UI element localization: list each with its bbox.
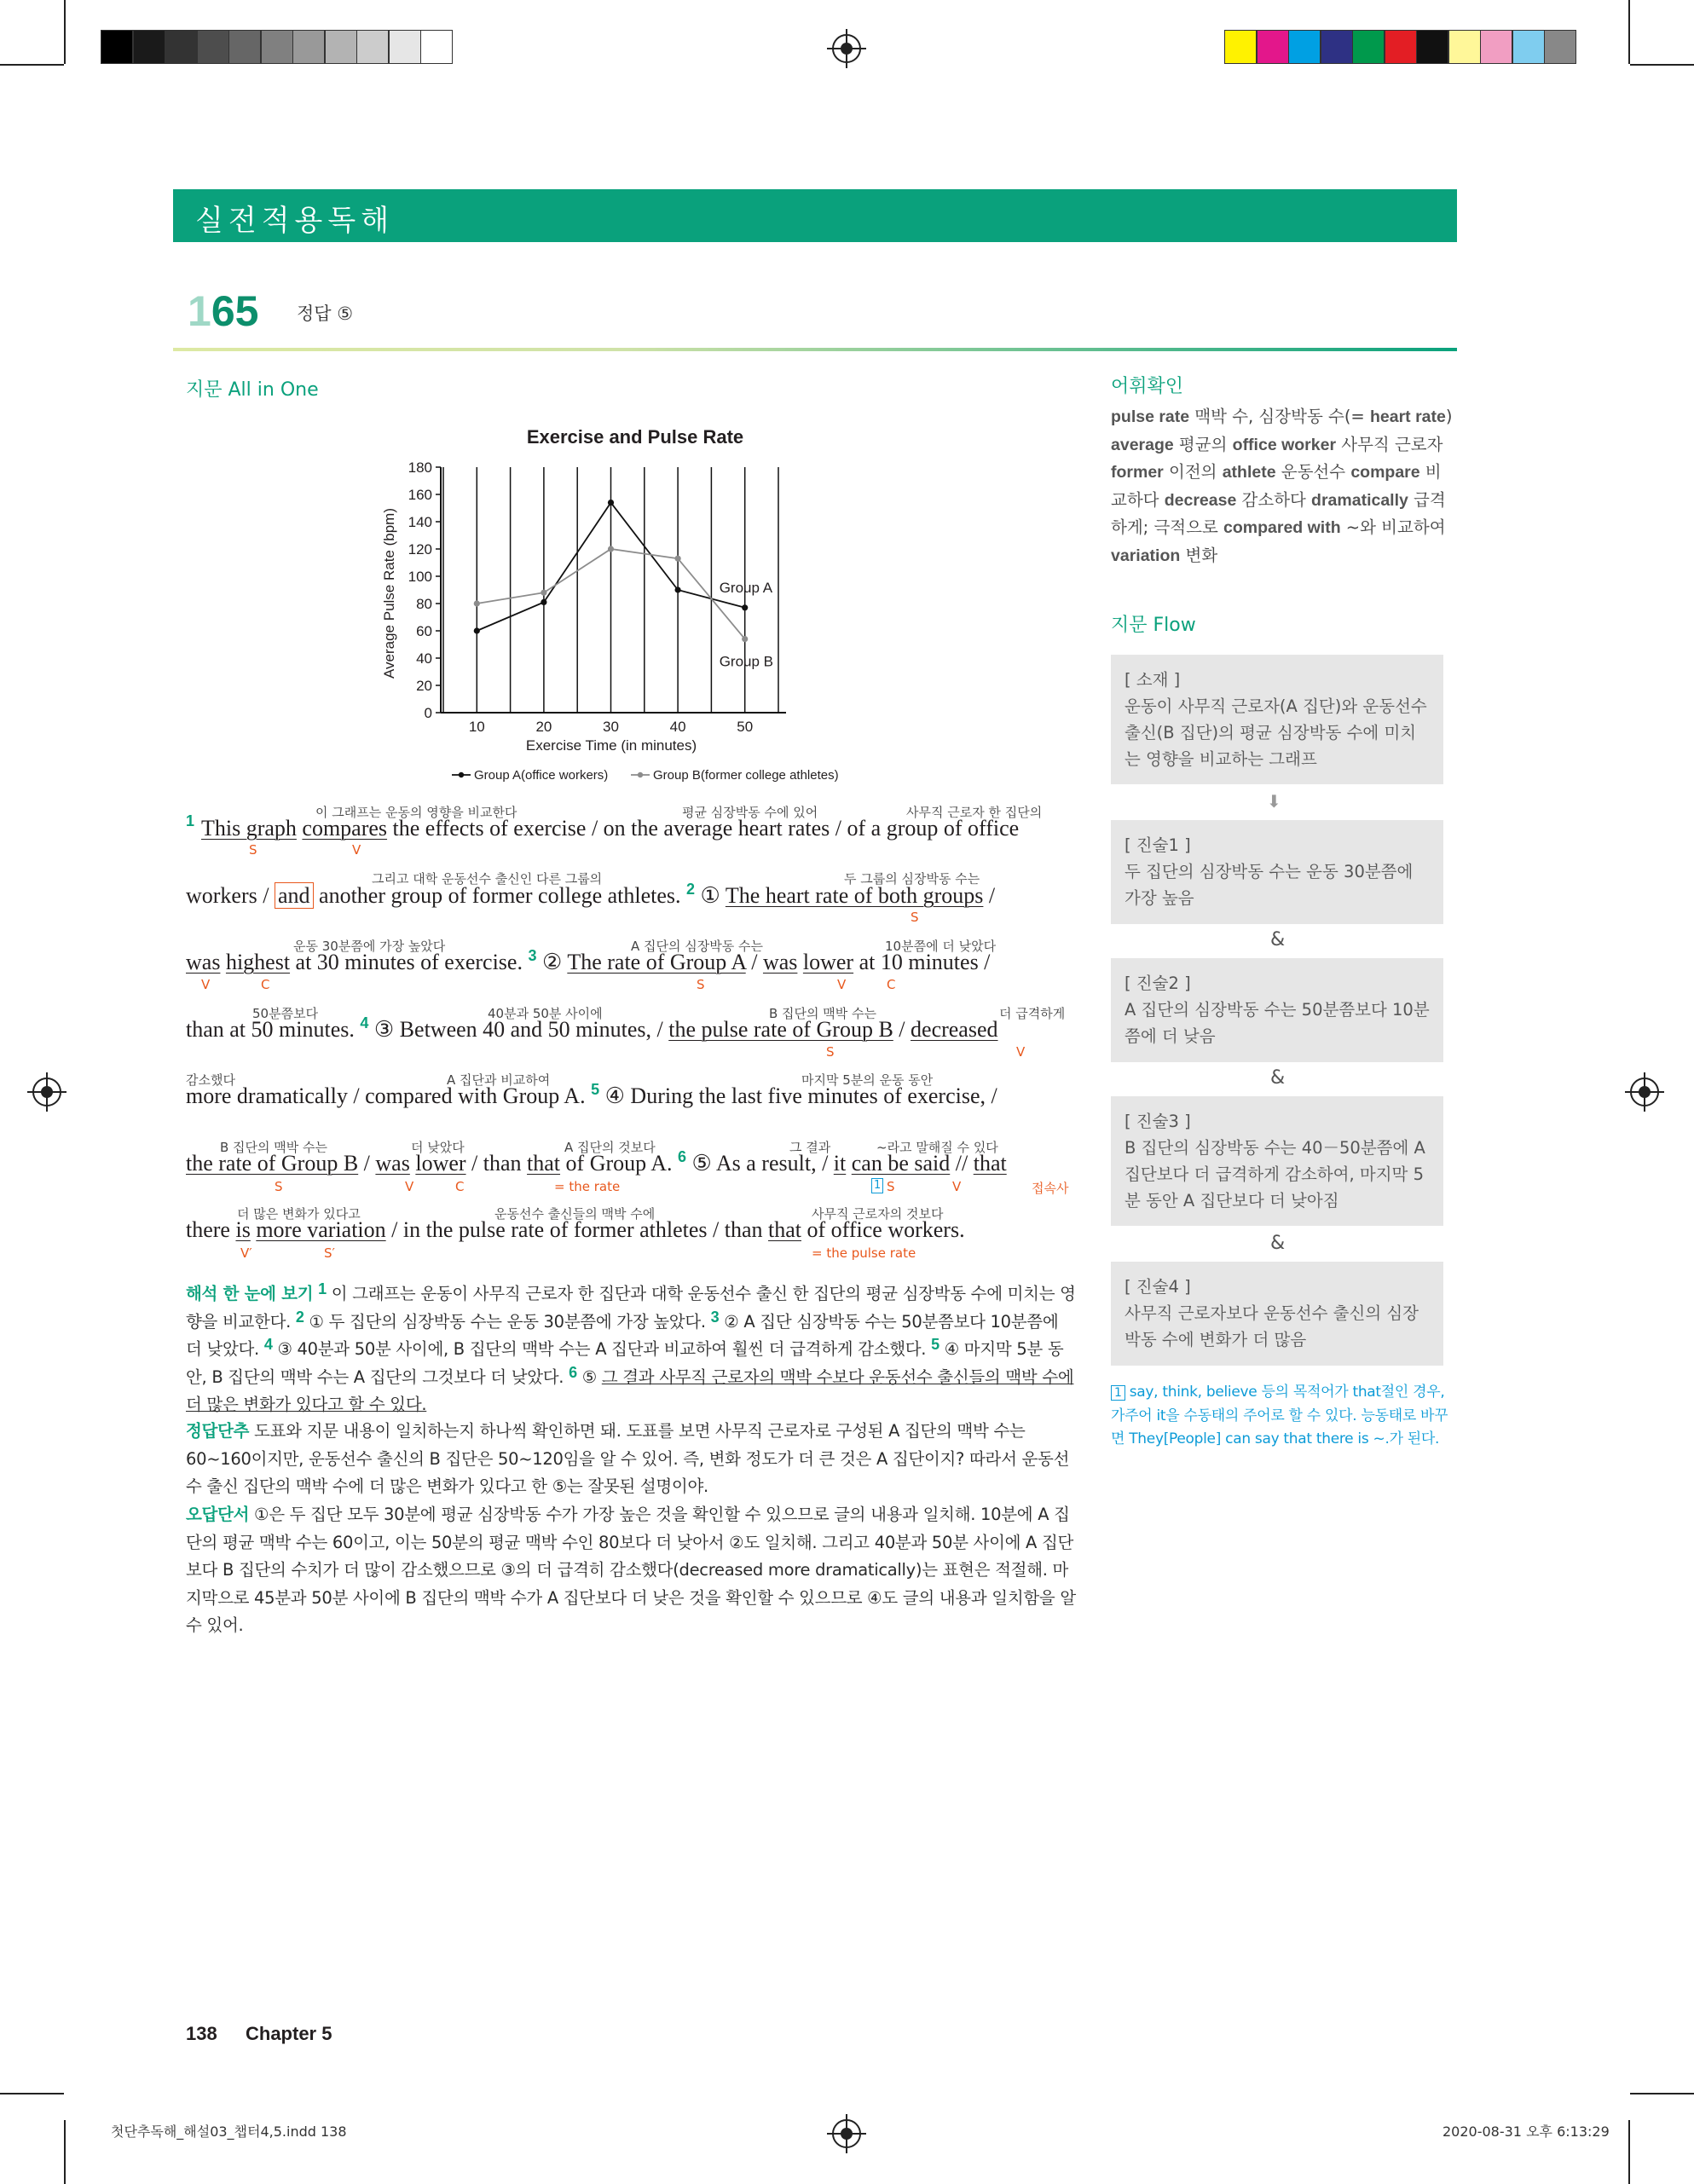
y-tick-label: 120: [408, 541, 432, 558]
crop-mark: [0, 64, 64, 66]
note-marker: 1: [1111, 1385, 1125, 1401]
gloss: B 집단의 맥박 수는: [220, 1140, 328, 1155]
vocab-meaning: ~와 비교하여: [1340, 517, 1446, 537]
flow-label: [ 진술1 ]: [1125, 835, 1191, 855]
grammar-note: [1111, 1381, 1452, 1451]
vocab-word: former: [1111, 463, 1164, 482]
note-marker: 1: [871, 1178, 883, 1193]
gloss: 50분쯤보다: [252, 1006, 319, 1021]
legend-marker: [459, 772, 464, 777]
vocab-meaning: 이전의: [1163, 462, 1223, 482]
grammar-label: S: [911, 910, 919, 925]
color-swatch: [133, 30, 165, 64]
passage-line: there is more variation / in the pulse rate of former athletes / than that of office workers.: [186, 1217, 965, 1242]
color-swatch: [197, 30, 229, 64]
vocab-meaning: 맥박 수, 심장박동 수(=: [1189, 407, 1370, 426]
crop-mark: [0, 2093, 64, 2094]
gloss: 이 그래프는 운동의 영향을 비교한다: [315, 805, 517, 820]
color-swatch: [1288, 30, 1321, 64]
data-point: [608, 546, 614, 552]
crop-mark: [1630, 2093, 1694, 2094]
passage-line: the rate of Group B / was lower / than that of Group A. $^6$ ⑤ As a result, / it can be said // that: [186, 1148, 1007, 1176]
x-axis-label: Exercise Time (in minutes): [525, 737, 697, 754]
grammar-label: V: [952, 1179, 962, 1194]
flow-text: 사무직 근로자보다 운동선수 출신의 심장박동 수에 변화가 더 많음: [1125, 1303, 1419, 1349]
color-swatch: [1416, 30, 1448, 64]
grammar-label: V: [201, 977, 211, 992]
color-swatch: [1448, 30, 1481, 64]
color-swatch: [1224, 30, 1257, 64]
flow-connector: &: [1270, 1233, 1286, 1254]
flow-label: [ 진술3 ]: [1125, 1112, 1191, 1131]
gloss: 더 낮았다: [411, 1140, 465, 1155]
passage-section-title: 지문 All in One: [186, 379, 319, 401]
flow-connector: &: [1270, 929, 1286, 950]
down-arrow-icon: ⬇: [1267, 791, 1281, 812]
grammar-label: C: [455, 1179, 465, 1194]
flow-box: [1111, 1262, 1443, 1366]
flow-box: [1111, 820, 1443, 924]
color-swatch: [1385, 30, 1417, 64]
gloss: 마지막 5분의 운동 동안: [801, 1072, 934, 1088]
grammar-label: S′: [324, 1245, 335, 1261]
registration-mark-icon: [1630, 1078, 1659, 1106]
x-tick-label: 50: [737, 719, 754, 735]
data-point: [541, 599, 546, 605]
vocab-meaning: 비교하다: [1111, 462, 1442, 510]
color-swatch: [1512, 30, 1545, 64]
flow-label: [ 진술2 ]: [1125, 974, 1191, 993]
grammar-label: V: [352, 842, 361, 858]
color-swatch: [101, 30, 133, 64]
grammar-label: V: [405, 1179, 414, 1194]
gloss: 더 많은 변화가 있다고: [237, 1206, 361, 1222]
gloss: 운동 30분쯤에 가장 높았다: [293, 939, 446, 954]
flow-box: [1111, 1096, 1443, 1226]
passage-line: was highest at 30 minutes of exercise. $^3$ ② The rate of Group A / was lower at 10 minutes /: [186, 947, 991, 974]
legend-marker: [638, 772, 643, 777]
data-point: [675, 586, 681, 592]
gloss: 운동선수 출신들의 맥박 수에: [494, 1206, 656, 1222]
color-swatch: [325, 30, 357, 64]
flow-label: [ 소재 ]: [1125, 670, 1181, 690]
vocab-meaning: 감소하다: [1236, 489, 1312, 510]
grammar-label: = the rate: [554, 1179, 621, 1194]
vocab-word: heart rate: [1369, 407, 1446, 426]
date-slug: 2020-08-31 오후 6:13:29: [1443, 2123, 1610, 2140]
vocab-title: 어휘확인: [1111, 376, 1184, 397]
vocab-meaning: 평균의: [1173, 434, 1233, 454]
flow-text: 운동이 사무직 근로자(A 집단)와 운동선수 출신(B 집단)의 평균 심장박동 수에 미치는 영향을 비교하는 그래프: [1125, 696, 1427, 769]
banner-title: 실전적용독해: [195, 204, 395, 238]
gloss: 감소했다: [186, 1072, 235, 1088]
registration-mark-icon: [832, 34, 861, 63]
grammar-label: C: [261, 977, 270, 992]
vocab-meaning: 변화: [1180, 545, 1218, 565]
color-swatch: [228, 30, 261, 64]
answer-explanation-heading: 정답단추: [186, 1421, 250, 1441]
y-axis-label: Average Pulse Rate (bpm): [381, 507, 397, 679]
grammar-label: S: [697, 977, 705, 992]
y-tick-label: 100: [408, 569, 432, 585]
data-point: [742, 636, 748, 642]
gloss: A 집단의 것보다: [564, 1140, 656, 1155]
file-slug: 첫단추독해_해설03_챕터4,5.indd 138: [111, 2123, 347, 2140]
vocab-list: [1111, 403, 1456, 569]
answer-label: 정답 ⑤: [297, 303, 354, 324]
question-number: 165: [188, 287, 259, 335]
color-swatch: [356, 30, 389, 64]
registration-mark-icon: [32, 1078, 61, 1106]
header-divider: [173, 348, 1457, 351]
data-point: [608, 500, 614, 506]
vocab-meaning: ): [1445, 407, 1453, 426]
gloss: B 집단의 맥박 수는: [769, 1006, 877, 1021]
vocab-meaning: 급격하게; 극적으로: [1111, 489, 1446, 537]
y-tick-label: 140: [408, 514, 432, 530]
data-point: [541, 590, 546, 596]
gloss: 40분과 50분 사이에: [488, 1006, 603, 1021]
y-tick-label: 0: [424, 705, 432, 721]
crop-mark: [64, 2120, 66, 2184]
grammar-label: S: [275, 1179, 283, 1194]
series-end-label: Group B: [719, 653, 774, 670]
color-swatch: [1257, 30, 1289, 64]
vocab-word: compared with: [1223, 518, 1341, 537]
vocab-meaning: 사무직 근로자: [1336, 434, 1443, 454]
translation-heading: 해석 한 눈에 보기: [186, 1284, 314, 1303]
y-tick-label: 40: [416, 650, 432, 667]
grammar-label: V: [837, 977, 847, 992]
chapter-label: Chapter 5: [246, 2023, 332, 2044]
passage-line: workers / and another group of former college athletes. $^2$ ① The heart rate of both groups /: [186, 881, 996, 908]
color-swatch: [420, 30, 453, 64]
x-tick-label: 30: [603, 719, 619, 735]
sentence-number: 1: [186, 812, 195, 829]
grammar-label: V′: [240, 1245, 252, 1261]
grammar-label: S: [249, 842, 257, 858]
vocab-word: pulse rate: [1111, 407, 1190, 426]
vocab-word: office worker: [1232, 435, 1337, 454]
gloss: 평균 심장박동 수에 있어: [682, 805, 818, 820]
answer-explanation: 정답단추 도표와 지문 내용이 일치하는지 하나씩 확인하면 돼. 도표를 보면 사무직 근로자로 구성된 A 집단의 맥박 수는 60~160이지만, 운동선수 출신의 B 집단은 50~120임을 알 수 있어. 즉, 변화 정도가 더 큰 것은 A 집단이지? 따라서 운동선수 출신 집단의 맥박 수에 더 많은 변화가 있다고 한 ⑤는 잘못된 설명이야.: [186, 1421, 1070, 1496]
data-point: [474, 600, 480, 606]
page-number: 138: [186, 2023, 217, 2044]
gloss: 10분쯤에 더 낮았다: [885, 939, 997, 954]
color-swatch: [389, 30, 421, 64]
y-tick-label: 20: [416, 678, 432, 694]
color-swatch: [1321, 30, 1353, 64]
flow-label: [ 진술4 ]: [1125, 1277, 1191, 1297]
data-point: [675, 556, 681, 562]
color-swatch: [1480, 30, 1512, 64]
data-point: [742, 604, 748, 610]
vocab-meaning: 운동선수: [1275, 462, 1351, 482]
legend-label: Group B(former college athletes): [653, 768, 839, 783]
crop-mark: [1628, 0, 1630, 64]
series-end-label: Group A: [719, 579, 773, 596]
color-swatch: [292, 30, 325, 64]
flow-text: 두 집단의 심장박동 수는 운동 30분쯤에 가장 높음: [1125, 862, 1414, 908]
y-tick-label: 160: [408, 487, 432, 503]
y-tick-label: 180: [408, 459, 432, 476]
color-swatch: [1352, 30, 1385, 64]
color-swatch: [165, 30, 197, 64]
crop-mark: [64, 0, 66, 64]
wrong-answer-explanation: 오답단서 ①은 두 집단 모두 30분에 평균 심장박동 수가 가장 높은 것을 확인할 수 있으므로 글의 내용과 일치해. 10분에 A 집단의 평균 맥박 수는 60이고, 이는 50분의 평균 맥박 수인 80보다 더 낮아서 ②도 일치해. 그리고 40분과 50분 사이에 A 집단보다 B 집단의 수치가 더 많이 감소했으므로 ③의 더 급격히 감소했다(decreased more dramatically)는 표현은 적절해. 마지막으로 45분과 50분 사이에 B 집단의 맥박 수가 A 집단보다 더 낮은 것을 확인할 수 있으므로 ④도 글의 내용과 일치함을 알 수 있어.: [186, 1505, 1076, 1635]
legend-label: Group A(office workers): [474, 768, 609, 783]
vocab-word: dramatically: [1311, 490, 1408, 510]
chart-title: Exercise and Pulse Rate: [526, 426, 744, 448]
grammar-label: S: [826, 1044, 835, 1060]
passage-line: This graph compares the effects of exercise / on the average heart rates / of a group of office: [201, 816, 1020, 841]
flow-box: [1111, 958, 1443, 1062]
gloss: 그 결과: [789, 1140, 831, 1155]
y-tick-label: 60: [416, 623, 432, 639]
x-tick-label: 20: [535, 719, 552, 735]
note-text: say, think, believe 등의 목적어가 that절인 경우, 가주어 it을 수동태의 주어로 할 수 있다. 능동태로 바꾸면 They[People] can say that there is ~.가 된다.: [1111, 1384, 1448, 1447]
vocab-word: compare: [1350, 463, 1420, 482]
gloss: A 집단의 심장박동 수는: [631, 939, 763, 954]
gloss: ~라고 말해질 수 있다: [876, 1140, 998, 1155]
gloss: A 집단과 비교하여: [447, 1072, 551, 1088]
grammar-label: C: [887, 977, 896, 992]
crop-mark: [1628, 2120, 1630, 2184]
line-chart: [375, 418, 887, 801]
flow-connector: &: [1270, 1067, 1286, 1089]
section-banner: [173, 189, 1457, 242]
vocab-word: average: [1111, 435, 1174, 454]
passage-line: than at 50 minutes. $^4$ ③ Between 40 and 50 minutes, / the pulse rate of Group B / decreased: [186, 1014, 998, 1042]
color-swatch: [1544, 30, 1576, 64]
flow-box: [1111, 655, 1443, 784]
x-tick-label: 40: [669, 719, 686, 735]
wrong-answer-heading: 오답단서: [186, 1505, 250, 1524]
grammar-label: V: [1016, 1044, 1026, 1060]
flow-title: 지문 Flow: [1111, 615, 1196, 636]
grammar-label: = the pulse rate: [812, 1245, 916, 1261]
gloss: 사무직 근로자 한 집단의: [906, 805, 1043, 820]
gloss: 더 급격하게: [999, 1006, 1066, 1021]
y-tick-label: 80: [416, 596, 432, 612]
vocab-word: variation: [1111, 546, 1181, 565]
vocab-word: athlete: [1222, 463, 1276, 482]
translation-block: 해석 한 눈에 보기 1 이 그래프는 운동이 사무직 근로자 한 집단과 대학 운동선수 출신 한 집단의 평균 심장박동 수에 미치는 영향을 비교한다. 2 ① 두 집단의 심장박동 수는 운동 30분쯤에 가장 높았다. 3 ② A 집단 심장박동 수는 50분쯤보다 10분쯤에 더 낮았다. 4 ③ 40분과 50분 사이에, B 집단의 맥박 수는 A 집단과 비교하여 훨씬 더 급격하게 감소했다. 5 ④ 마지막 5분 동안, B 집단의 맥박 수는 A 집단의 그것보다 더 낮았다. 6 ⑤ 그 결과 사무직 근로자의 맥박 수보다 운동선수 출신들의 맥박 수에 더 많은 변화가 있다고 할 수 있다.: [186, 1280, 1076, 1414]
vocab-word: decrease: [1164, 490, 1237, 510]
data-point: [474, 627, 480, 633]
passage-line: more dramatically / compared with Group A. $^5$ ④ During the last five minutes of exercise, /: [186, 1081, 997, 1108]
color-swatch: [261, 30, 293, 64]
gloss: 두 그룹의 심장박동 수는: [844, 871, 980, 887]
x-tick-label: 10: [468, 719, 485, 735]
registration-mark-icon: [832, 2119, 861, 2148]
gloss: 그리고 대학 운동선수 출신인 다른 그룹의: [372, 871, 603, 887]
flow-text: A 집단의 심장박동 수는 50분쯤보다 10분쯤에 더 낮음: [1125, 1000, 1430, 1046]
crop-mark: [1630, 64, 1694, 66]
flow-text: B 집단의 심장박동 수는 40－50분쯤에 A 집단보다 더 급격하게 감소하여, 마지막 5분 동안 A 집단보다 더 낮아짐: [1125, 1138, 1425, 1210]
grammar-label: S: [887, 1179, 895, 1194]
gloss: 사무직 근로자의 것보다: [812, 1206, 944, 1222]
grammar-label: 접속사: [1032, 1181, 1069, 1196]
